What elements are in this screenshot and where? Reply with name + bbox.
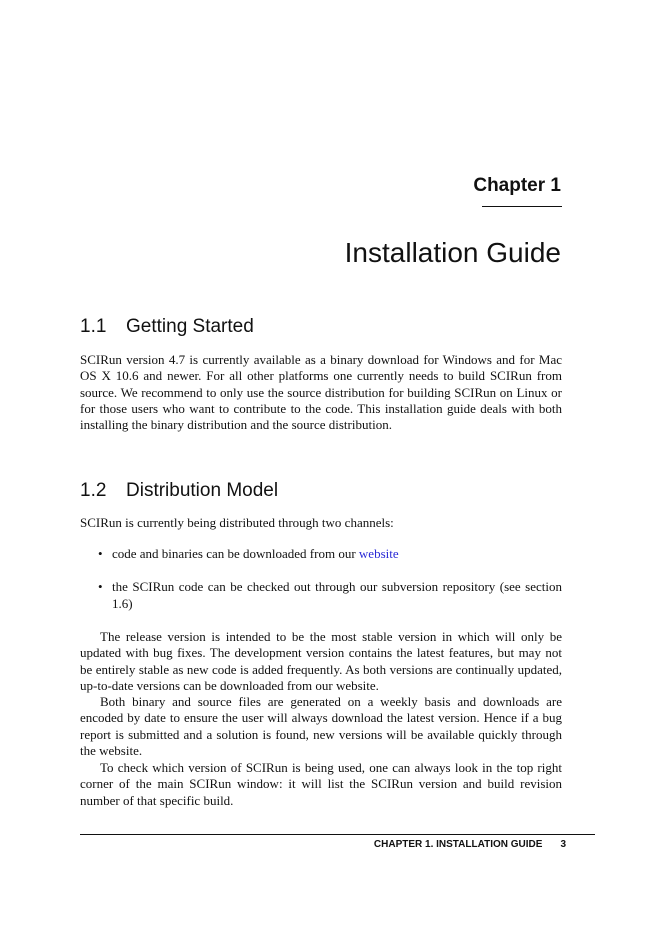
version-check-paragraph: To check which version of SCIRun is being used, one can always look in the top right corner of the main SCIRun window: it will list the SCIRun version and build revision number of that specific build. — [80, 760, 562, 808]
section-number: 1.2 — [80, 480, 107, 501]
section-heading-getting-started — [80, 315, 254, 339]
chapter-rule — [482, 206, 562, 207]
section-heading-distribution-model — [80, 479, 278, 503]
list-item — [80, 579, 562, 612]
page-footer — [374, 838, 566, 852]
list-item-text: the SCIRun code can be checked out through our subversion repository (see section 1.6) — [112, 579, 562, 611]
distribution-intro: SCIRun is currently being distributed through two channels: — [80, 515, 394, 530]
section-title: Distribution Model — [126, 480, 279, 501]
release-paragraph: The release version is intended to be the most stable version in which will only be updated with bug fixes. The development version contains the latest features, but may not be entirely stable as new code is added frequently. As both versions are continually updated, up-to-date versions can be downloaded from our website. — [80, 629, 562, 693]
chapter-label: Chapter 1 — [473, 175, 561, 196]
bullet-icon: • — [98, 579, 103, 595]
bullet-icon: • — [98, 546, 103, 561]
chapter-title: Installation Guide — [344, 237, 561, 268]
getting-started-paragraph: SCIRun version 4.7 is currently available as a binary download for Windows and for Mac OS X 10.6 and newer. For all other platforms one currently needs to build SCIRun from source. We recommend to only use the source distribution for building SCIRun on Linux or for those users who want to contribute to the code. This installation guide deals with both installing the binary distribution and the source distribution. — [80, 352, 562, 433]
list-item — [80, 546, 562, 562]
section-number: 1.1 — [80, 316, 107, 337]
distribution-channel-list — [80, 546, 562, 629]
website-link[interactable]: website — [358, 546, 399, 561]
builds-paragraph: Both binary and source files are generated on a weekly basis and downloads are encoded by date to ensure the user will always download the latest version. Hence if a bug report is submitted and a solution is found, new versions will be available quickly through the website. — [80, 694, 562, 758]
running-head: CHAPTER 1. INSTALLATION GUIDE — [373, 839, 543, 850]
page-number: 3 — [560, 839, 566, 850]
list-item-text: code and binaries can be downloaded from our — [112, 546, 359, 561]
section-title: Getting Started — [126, 316, 254, 337]
footer-rule — [80, 834, 595, 835]
